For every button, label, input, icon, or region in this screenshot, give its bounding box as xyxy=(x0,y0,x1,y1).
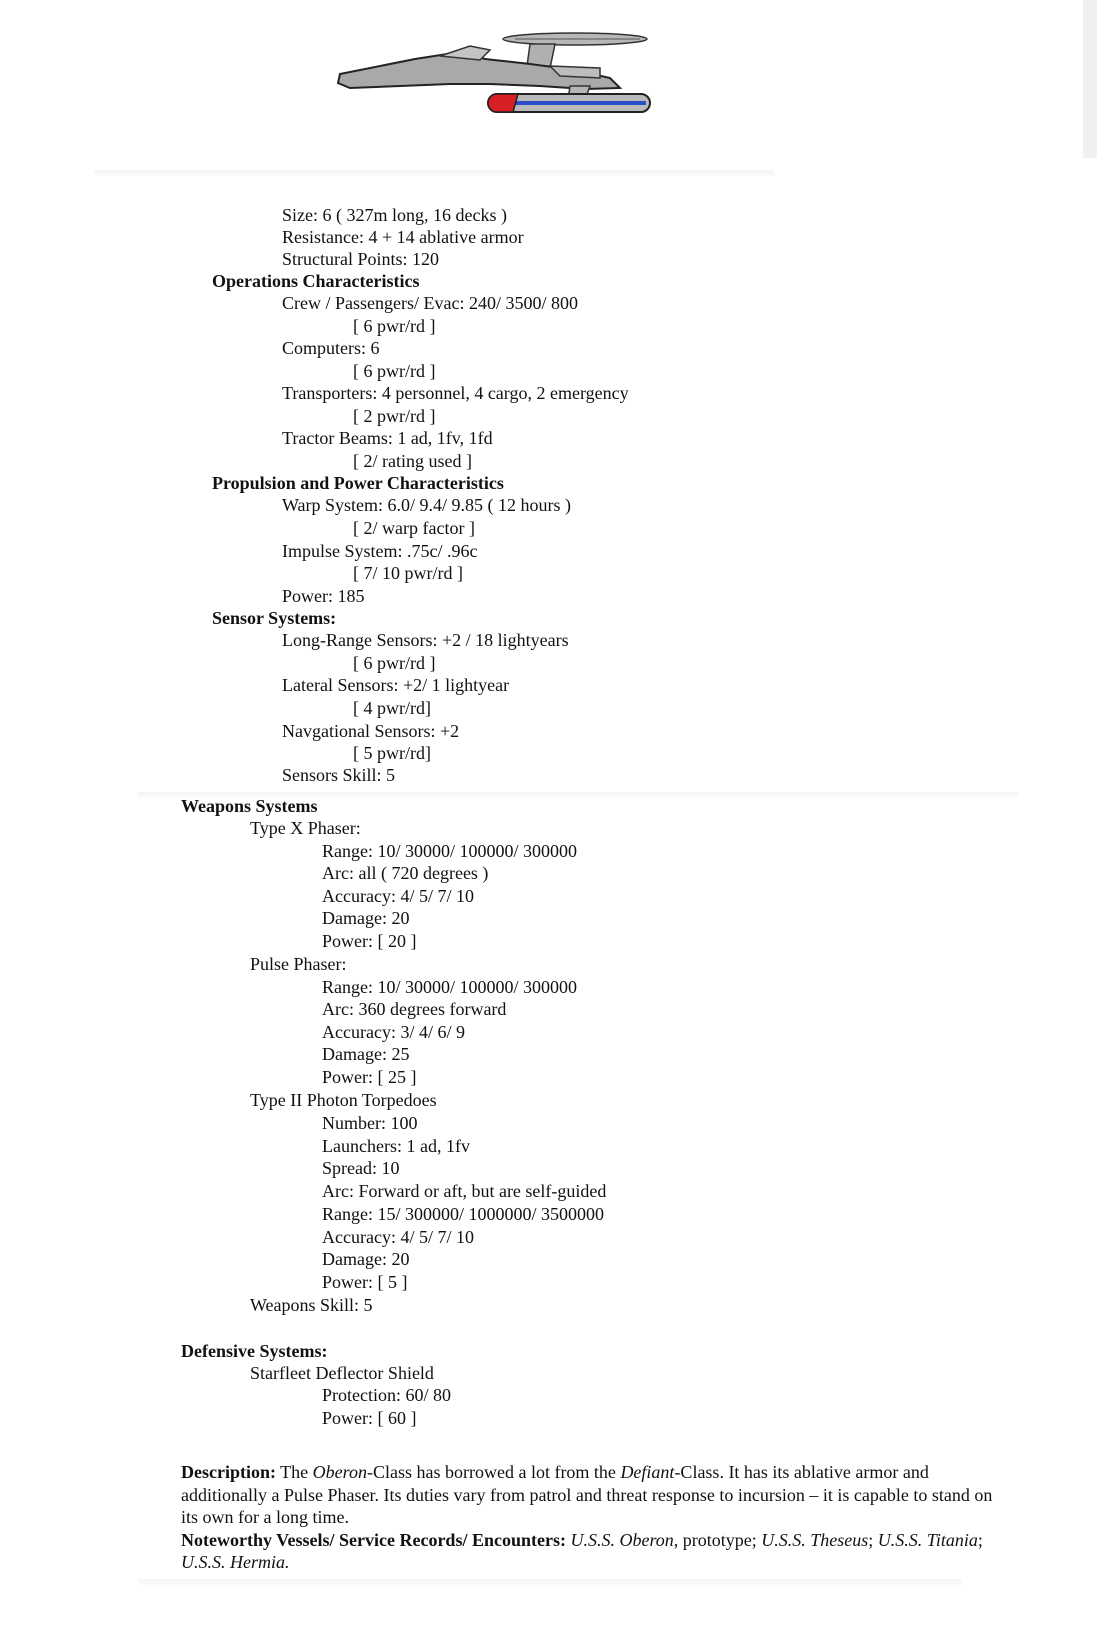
weapons-skill: Weapons Skill: 5 xyxy=(250,1295,373,1315)
tractor-power: [ 2/ rating used ] xyxy=(353,451,472,471)
lateral-line: Lateral Sensors: +2/ 1 lightyear xyxy=(282,675,510,695)
torpedo-spread: Spread: 10 xyxy=(322,1158,400,1178)
phaser-x-arc: Arc: all ( 720 degrees ) xyxy=(322,863,489,883)
pulse-power: Power: [ 25 ] xyxy=(322,1067,417,1087)
noteworthy-label: Noteworthy Vessels/ Service Records/ Encounters: xyxy=(181,1529,566,1550)
torpedo-name: Type II Photon Torpedoes xyxy=(250,1090,437,1110)
operations-heading: Operations Characteristics xyxy=(212,271,420,291)
torpedo-arc: Arc: Forward or aft, but are self-guided xyxy=(322,1181,607,1201)
phaser-x-name: Type X Phaser: xyxy=(250,818,361,838)
shield-protection: Protection: 60/ 80 xyxy=(322,1385,451,1405)
top-divider xyxy=(94,170,774,176)
torpedo-range: Range: 15/ 300000/ 1000000/ 3500000 xyxy=(322,1204,604,1224)
computers-power: [ 6 pwr/rd ] xyxy=(353,361,436,381)
noteworthy-text: , prototype; xyxy=(673,1529,762,1550)
pulse-range: Range: 10/ 30000/ 100000/ 300000 xyxy=(322,977,577,997)
noteworthy-text: ; xyxy=(868,1529,878,1550)
phaser-x-damage: Damage: 20 xyxy=(322,908,410,928)
starship-icon xyxy=(330,26,680,126)
long-range-power: [ 6 pwr/rd ] xyxy=(353,653,436,673)
transporters-power: [ 2 pwr/rd ] xyxy=(353,406,436,426)
crew-line: Crew / Passengers/ Evac: 240/ 3500/ 800 xyxy=(282,293,578,313)
phaser-x-power: Power: [ 20 ] xyxy=(322,931,417,951)
long-range-line: Long-Range Sensors: +2 / 18 lightyears xyxy=(282,630,569,650)
vessel-name: U.S.S. Titania xyxy=(877,1529,978,1550)
warp-line: Warp System: 6.0/ 9.4/ 9.85 ( 12 hours ) xyxy=(282,495,572,515)
structural-line: Structural Points: 120 xyxy=(282,249,439,269)
description-text: -Class has borrowed a lot from the xyxy=(366,1462,621,1482)
power-line: Power: 185 xyxy=(282,586,365,606)
weapons-heading: Weapons Systems xyxy=(181,796,318,816)
phaser-x-range: Range: 10/ 30000/ 100000/ 300000 xyxy=(322,841,577,861)
scrollbar[interactable] xyxy=(1083,0,1097,158)
torpedo-power: Power: [ 5 ] xyxy=(322,1272,408,1292)
description-text: -Class. It has its ablative armor and additionally a Pulse Phaser. Its duties vary from patrol and threat response to incursion – it is capable to stand on its own for a long time. xyxy=(181,1462,993,1527)
size-line: Size: 6 ( 327m long, 16 decks ) xyxy=(282,205,507,225)
bottom-divider xyxy=(138,1579,962,1585)
description-paragraph xyxy=(181,1461,1011,1529)
pulse-arc: Arc: 360 degrees forward xyxy=(322,999,507,1019)
resistance-line: Resistance: 4 + 14 ablative armor xyxy=(282,227,524,247)
description-class-name: Oberon xyxy=(312,1462,367,1482)
sensors-skill: Sensors Skill: 5 xyxy=(282,765,396,785)
torpedo-number: Number: 100 xyxy=(322,1113,418,1133)
propulsion-heading: Propulsion and Power Characteristics xyxy=(212,473,504,493)
nav-power: [ 5 pwr/rd] xyxy=(353,743,431,763)
description-class-name: Defiant xyxy=(620,1462,675,1482)
defense-heading: Defensive Systems: xyxy=(181,1341,328,1361)
noteworthy-text: ; xyxy=(977,1529,983,1550)
vessel-name: U.S.S. Oberon xyxy=(570,1529,674,1550)
torpedo-accuracy: Accuracy: 4/ 5/ 7/ 10 xyxy=(322,1227,474,1247)
torpedo-launchers: Launchers: 1 ad, 1fv xyxy=(322,1136,470,1156)
noteworthy-paragraph xyxy=(181,1529,1011,1574)
warp-power: [ 2/ warp factor ] xyxy=(353,518,475,538)
transporters-line: Transporters: 4 personnel, 4 cargo, 2 emergency xyxy=(282,383,629,403)
nav-line: Navgational Sensors: +2 xyxy=(282,721,460,741)
description-text: The xyxy=(275,1462,313,1482)
computers-line: Computers: 6 xyxy=(282,338,380,358)
vessel-name: U.S.S. Hermia. xyxy=(181,1552,290,1572)
pulse-name: Pulse Phaser: xyxy=(250,954,347,974)
shield-name: Starfleet Deflector Shield xyxy=(250,1363,434,1383)
lateral-power: [ 4 pwr/rd] xyxy=(353,698,431,718)
impulse-line: Impulse System: .75c/ .96c xyxy=(282,541,478,561)
description-block xyxy=(181,1461,1011,1574)
description-label: Description: xyxy=(181,1462,276,1482)
pulse-damage: Damage: 25 xyxy=(322,1044,410,1064)
vessel-name: U.S.S. Theseus xyxy=(761,1529,869,1550)
shield-power: Power: [ 60 ] xyxy=(322,1408,417,1428)
tractor-line: Tractor Beams: 1 ad, 1fv, 1fd xyxy=(282,428,493,448)
torpedo-damage: Damage: 20 xyxy=(322,1249,410,1269)
crew-power: [ 6 pwr/rd ] xyxy=(353,316,436,336)
sensors-heading: Sensor Systems: xyxy=(212,608,337,628)
pulse-accuracy: Accuracy: 3/ 4/ 6/ 9 xyxy=(322,1022,465,1042)
phaser-x-accuracy: Accuracy: 4/ 5/ 7/ 10 xyxy=(322,886,474,906)
impulse-power: [ 7/ 10 pwr/rd ] xyxy=(353,563,463,583)
